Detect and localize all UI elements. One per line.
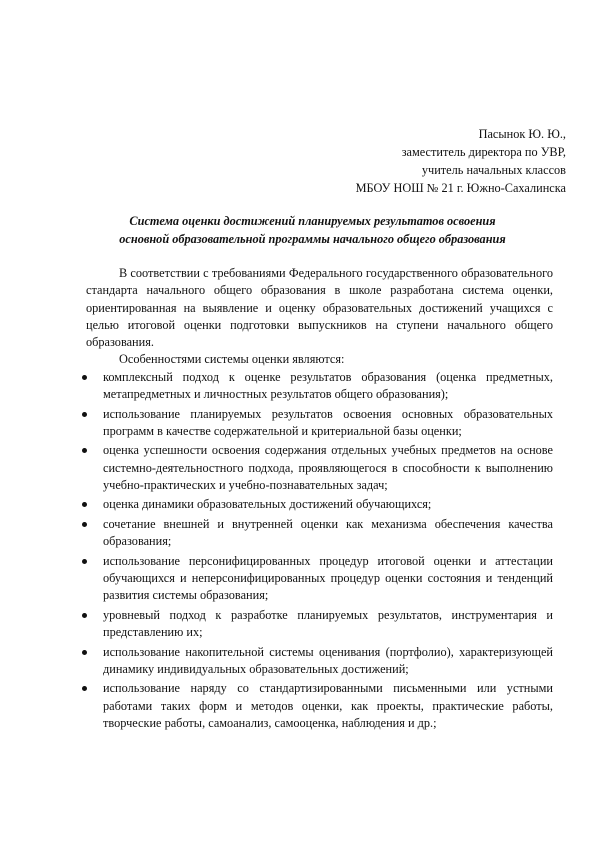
author-name: Пасынок Ю. Ю., [478, 127, 566, 141]
bullet-icon [82, 412, 87, 417]
list-item [86, 553, 553, 605]
document-body [86, 265, 553, 734]
list-item [86, 516, 553, 551]
intro-paragraph: В соответствии с требованиями Федерального государственного образовательного стандарта начального общего образования в школе разработана система оценки, ориентированная на выявление и оценку образовательных достижений учащихся с целью итоговой оценки подготовки выпускников на ступени начального общего образования. [86, 266, 553, 350]
list-item-text: комплексный подход к оценке результатов образования (оценка предметных, метапредметных и личностных результатов общего образования); [103, 369, 553, 402]
list-item-text: использование персонифицированных процедур итоговой оценки и аттестации обучающихся и неперсонифицированных процедур оценки состояния и тенденций развития системы образования; [103, 553, 553, 603]
bullet-icon [82, 522, 87, 527]
author-position-deputy: заместитель директора по УВР, [401, 145, 566, 159]
author-school: МБОУ НОШ № 21 г. Южно-Сахалинска [355, 181, 566, 195]
list-item [86, 607, 553, 642]
list-item [86, 406, 553, 441]
bullet-icon [82, 502, 87, 507]
list-item [86, 644, 553, 679]
bullet-icon [82, 559, 87, 564]
title-line-1: Система оценки достижений планируемых результатов освоения [129, 214, 496, 228]
bullet-icon [82, 448, 87, 453]
bullet-icon [82, 613, 87, 618]
features-heading: Особенностями системы оценки являются: [119, 352, 345, 367]
author-block [356, 125, 566, 197]
list-item-text: уровневый подход к разработке планируемых результатов, инструментария и представлению их; [103, 607, 553, 640]
document-title [60, 213, 565, 248]
list-item [86, 369, 553, 404]
list-item [86, 442, 553, 494]
bullet-icon [82, 686, 87, 691]
list-item-text: оценка динамики образовательных достижений обучающихся; [103, 497, 432, 512]
list-item-text: использование планируемых результатов освоения основных образовательных программ в качестве содержательной и критериальной базы оценки; [103, 406, 553, 438]
author-position-teacher: учитель начальных классов [421, 163, 566, 177]
bullet-icon [82, 375, 87, 380]
list-item-text: использование наряду со стандартизированными письменными или устными работами таких форм и методов оценки, как проекты, практические работы, творческие работы, самоанализ, самооценка, наблюдения и др.; [103, 681, 553, 730]
list-item [86, 680, 553, 732]
bullet-icon [82, 650, 87, 655]
list-item-text: оценка успешности освоения содержания отдельных учебных предметов на основе системно-деятельностного подхода, проявляющегося в способности к выполнению учебно-практических и учебно-познавательных задач; [103, 443, 553, 492]
title-line-2: основной образовательной программы начального общего образования [119, 231, 506, 246]
features-list [86, 369, 553, 732]
list-item-text: использование накопительной системы оценивания (портфолио), характеризующей динамику индивидуальных образовательных достижений; [103, 644, 553, 676]
list-item-text: сочетание внешней и внутренней оценки как механизма обеспечения качества образования; [103, 516, 553, 549]
list-item [86, 496, 553, 513]
